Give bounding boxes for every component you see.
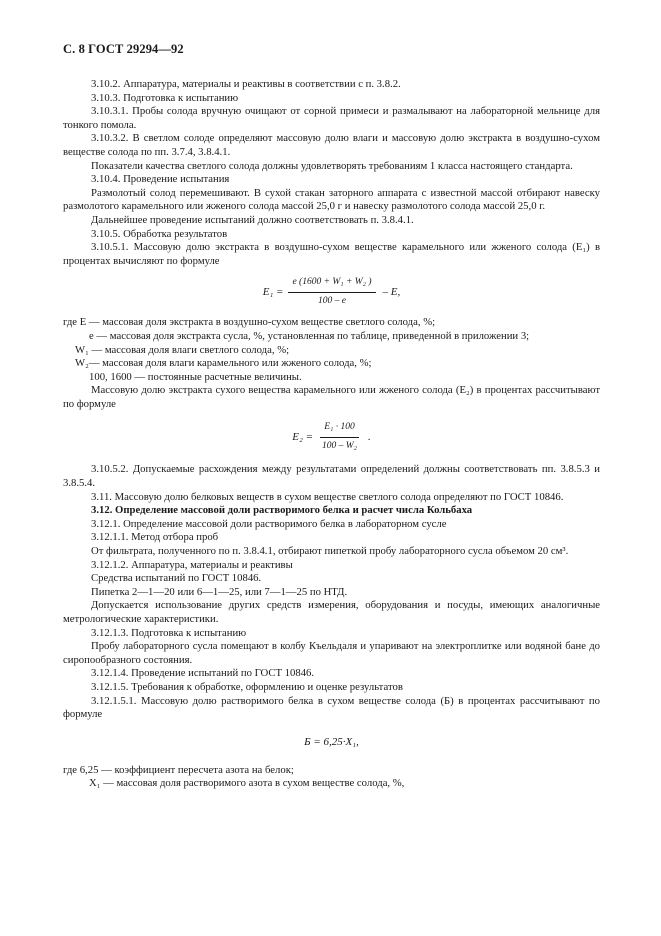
formula-e1 — [63, 268, 600, 316]
document-body — [63, 78, 600, 791]
legend-line: 100, 1600 — постоянные расчетные величины. — [89, 370, 302, 383]
paragraph: Массовую долю экстракта сухого вещества карамельного или жженого солода (E₂) в процентах рассчитывают по формуле — [63, 384, 600, 410]
paragraph: 3.10.5.2. Допускаемые расхождения между результатами определений должны соответствовать пп. 3.8.5.3 и 3.8.5.4. — [63, 463, 600, 490]
legend-line: W₁ — массовая доля влаги светлого солода, %; — [75, 343, 290, 356]
legend-line: где E — массовая доля экстракта в воздушно-сухом веществе светлого солода, %; — [63, 316, 436, 329]
formula-lhs: E₁ = — [262, 285, 284, 298]
fraction — [288, 276, 375, 308]
paragraph: 3.12.1.1. Метод отбора проб — [91, 531, 219, 544]
page-header: С. 8 ГОСТ 29294—92 — [63, 42, 184, 56]
paragraph: 3.11. Массовую долю белковых веществ в сухом веществе светлого солода определяют по ГОСТ 10846. — [91, 490, 564, 503]
paragraph: 3.10.2. Аппаратура, материалы и реактивы в соответствии с п. 3.8.2. — [91, 78, 401, 90]
paragraph: 3.12.1.3. Подготовка к испытанию — [91, 626, 247, 639]
paragraph: 3.10.3. Подготовка к испытанию — [91, 91, 239, 104]
paragraph: От фильтрата, полученного по п. 3.8.4.1, отбирают пипеткой пробу лабораторного сусла объемом 20 см³. — [91, 545, 569, 558]
paragraph: 3.12.1.5.1. Массовую долю растворимого белка в сухом веществе солода (Б) в процентах рассчитывают по формуле — [63, 694, 600, 721]
paragraph: Допускается использование других средств измерения, оборудования и посуды, имеющих аналогичные метрологические характеристики. — [63, 599, 600, 625]
paragraph: 3.12.1.4. Проведение испытаний по ГОСТ 10846. — [91, 667, 315, 680]
paragraph: 3.10.3.1. Пробы солода вручную очищают от сорной примеси и размалывают на лабораторной мельнице для тонкого помола. — [63, 105, 600, 131]
legend-line: e — массовая доля экстракта сусла, %, установленная по таблице, приведенной в приложении 3; — [89, 329, 530, 342]
legend-line: где 6,25 — коэффициент пересчета азота на белок; — [63, 763, 294, 776]
paragraph: 3.12.1.2. Аппаратура, материалы и реактивы — [91, 558, 293, 571]
paragraph: 3.10.5. Обработка результатов — [91, 227, 228, 240]
formula-lhs: E₂ = — [292, 430, 313, 443]
paragraph: Размолотый солод перемешивают. В сухой стакан заторного аппарата с известной массой отбирают навеску размолотого карамельного или жженого солода массой 25,0 г и навеску размолотого солода массой 25,0 г. — [63, 186, 600, 213]
paragraph: 3.10.4. Проведение испытания — [91, 173, 230, 186]
paragraph: 3.10.3.2. В светлом солоде определяют массовую долю влаги и массовую долю экстракта в воздушно-сухом веществе солода по пп. 3.7.4, 3.8.4.1. — [63, 132, 600, 158]
paragraph: Дальнейшее проведение испытаний должно соответствовать п. 3.8.4.1. — [91, 213, 414, 226]
paragraph: Пробу лабораторного сусла помещают в колбу Къельдаля и упаривают на электроплитке или водяной бане до сиропообразного состояния. — [63, 640, 600, 666]
legend-line: X₁ — массовая доля растворимого азота в сухом веществе солода, %, — [89, 777, 405, 790]
formula-tail: – E, — [382, 285, 401, 298]
paragraph: 3.12.1. Определение массовой доли растворимого белка в лабораторном сусле — [91, 517, 447, 530]
fraction-numerator: e (1600 + W₁ + W₂ ) — [288, 276, 375, 293]
paragraph: Пипетка 2—1—20 или 6—1—25, или 7—1—25 по НТД. — [91, 585, 348, 598]
paragraph: Средства испытаний по ГОСТ 10846. — [91, 572, 262, 585]
fraction — [318, 421, 361, 453]
section-heading: 3.12. Определение массовой доли растворимого белка и расчет числа Кольбаха — [91, 504, 473, 517]
paragraph: 3.12.1.5. Требования к обработке, оформлению и оценке результатов — [91, 680, 403, 693]
formula-b — [63, 722, 600, 764]
fraction-denominator: 100 – e — [318, 295, 346, 306]
formula-e2 — [63, 411, 600, 463]
paragraph: 3.10.5.1. Массовую долю экстракта в воздушно-сухом веществе карамельного или жженого солода (E₁) в процентах вычисляют по формуле — [63, 241, 600, 267]
paragraph: Показатели качества светлого солода должны удовлетворять требованиям 1 класса настоящего стандарта. — [91, 159, 573, 172]
fraction-denominator: 100 – W₂ — [322, 440, 357, 451]
formula-text: Б = 6,25·X₁, — [304, 735, 359, 748]
legend-line: W₂— массовая доля влаги карамельного или жженого солода, %; — [75, 357, 372, 370]
formula-tail: . — [367, 430, 371, 443]
fraction-numerator: E₁ · 100 — [320, 421, 358, 438]
